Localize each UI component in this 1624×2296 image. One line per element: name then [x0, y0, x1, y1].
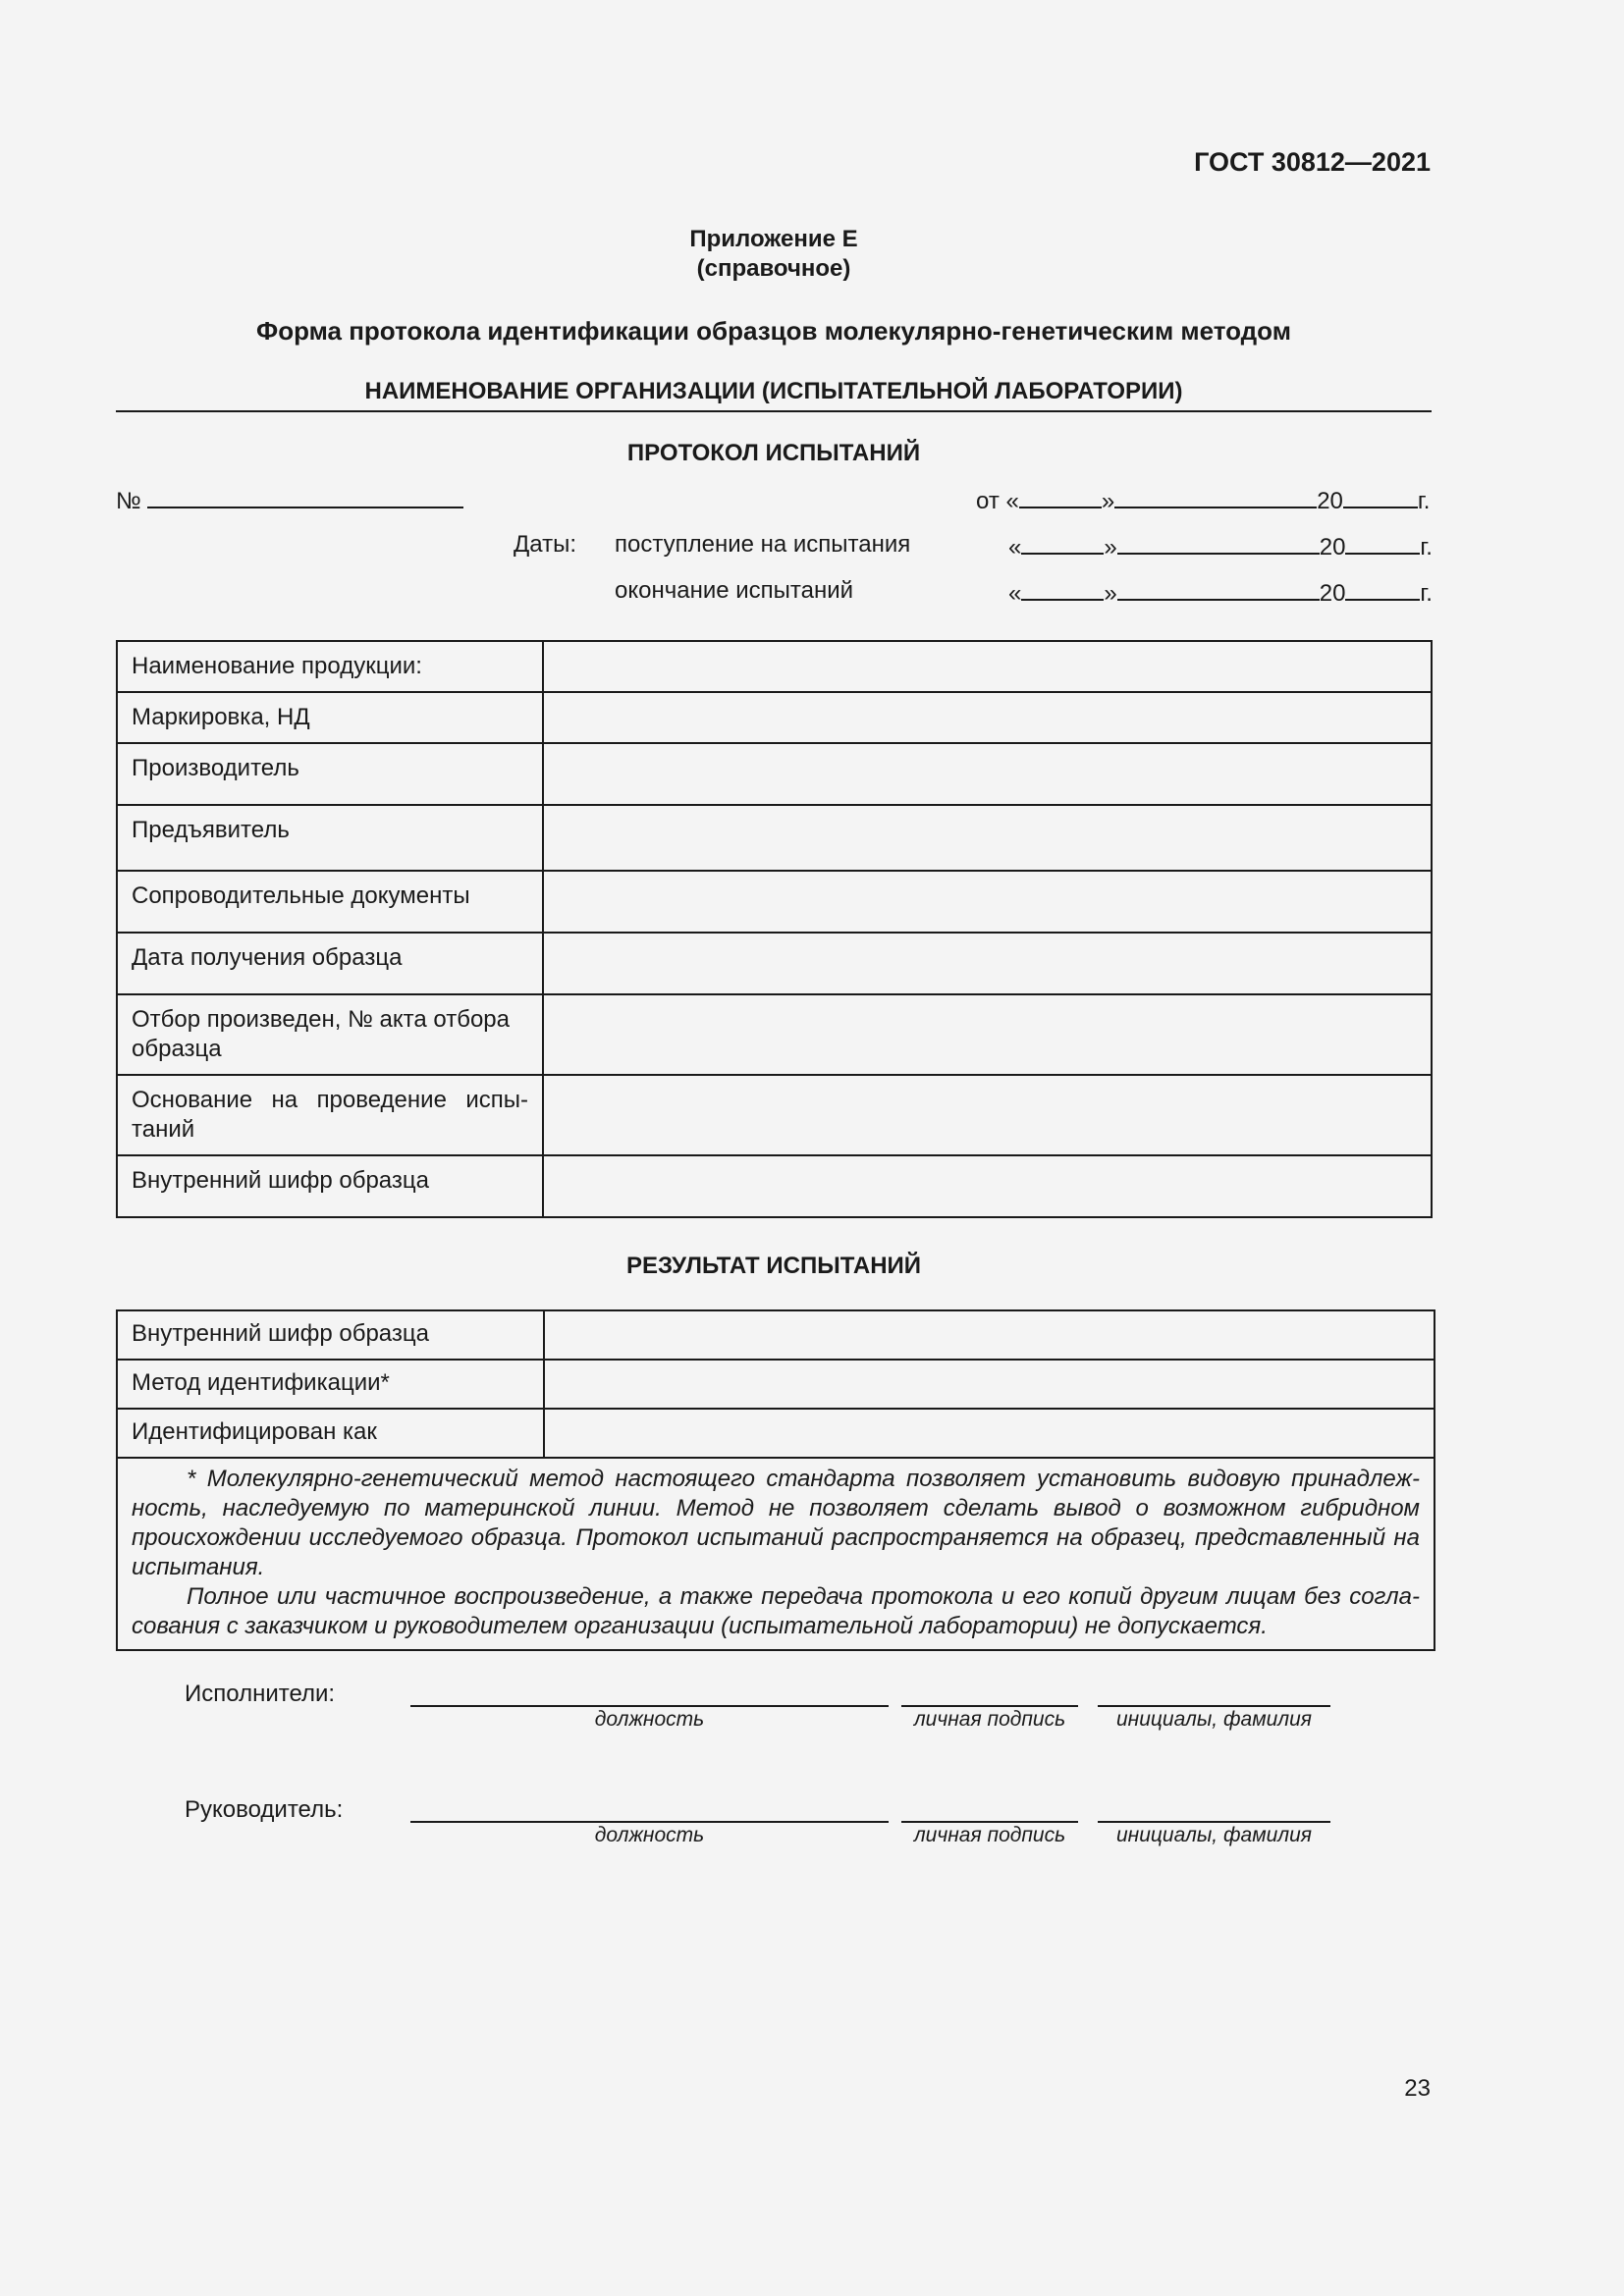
results-note: [117, 1458, 1435, 1650]
table-row: [117, 805, 1432, 871]
year-suffix: г.: [1420, 534, 1433, 561]
row-label: Основание на проведение испы-таний: [117, 1075, 543, 1155]
row-value-field[interactable]: [543, 1075, 1432, 1155]
table-row: [117, 933, 1432, 994]
year-prefix: 20: [1319, 534, 1346, 561]
protocol-year-field[interactable]: [1343, 485, 1418, 508]
row-value-field[interactable]: [543, 933, 1432, 994]
form-title: Форма протокола идентификации образцов молекулярно-генетическим методом: [256, 316, 1291, 346]
appendix-title: Приложение Е: [689, 226, 858, 252]
receipt-year-field[interactable]: [1345, 531, 1420, 555]
row-value-field[interactable]: [543, 641, 1432, 692]
row-value-field[interactable]: [543, 1155, 1432, 1217]
receipt-date-row: [1008, 531, 1433, 561]
page-number: 23: [1404, 2075, 1431, 2102]
receipt-day-field[interactable]: [1021, 531, 1104, 555]
results-table: [116, 1309, 1435, 1651]
note-method: * Молекулярно-генетический метод настоящего стандарта позволяет установить видовую принадлеж-ность, наследуемую по материнской линии. Метод не позволяет сделать вывод о возможном гибридном происхождении исследуемого образца. Протокол испытаний распространяется на образец, представленный на испытания.: [132, 1466, 1420, 1580]
row-label: Идентифицирован как: [117, 1409, 544, 1458]
organization-title: НАИМЕНОВАНИЕ ОРГАНИЗАЦИИ (ИСПЫТАТЕЛЬНОЙ ЛАБОРАТОРИИ): [364, 378, 1183, 404]
table-row: [117, 871, 1432, 933]
row-value-field[interactable]: [543, 871, 1432, 933]
row-value-field[interactable]: [543, 692, 1432, 743]
table-row: [117, 1458, 1435, 1650]
table-row: [117, 1409, 1435, 1458]
table-row: [117, 1155, 1432, 1217]
quote-close: »: [1104, 534, 1117, 561]
row-label: Внутренний шифр образца: [117, 1310, 544, 1360]
signature-caption: личная подпись: [913, 1824, 1066, 1846]
protocol-day-field[interactable]: [1019, 485, 1102, 508]
end-date-row: [1008, 577, 1433, 608]
head-label: Руководитель:: [185, 1796, 344, 1823]
row-value-field[interactable]: [544, 1409, 1435, 1458]
quote-close: »: [1101, 488, 1115, 514]
row-label: Маркировка, НД: [117, 692, 543, 743]
end-month-field[interactable]: [1117, 577, 1320, 601]
row-label: Производитель: [117, 743, 543, 805]
table-row: [117, 743, 1432, 805]
receipt-label: поступление на испытания: [615, 531, 911, 558]
year-prefix: 20: [1319, 580, 1346, 607]
table-row: [117, 994, 1432, 1075]
row-value-field[interactable]: [543, 805, 1432, 871]
row-label: Предъявитель: [117, 805, 543, 871]
organization-rule: [116, 410, 1432, 412]
table-row: [117, 641, 1432, 692]
executor-position-field[interactable]: [410, 1705, 889, 1707]
table-row: [117, 692, 1432, 743]
row-value-field[interactable]: [543, 994, 1432, 1075]
quote-close: »: [1104, 580, 1117, 607]
position-caption: должность: [594, 1708, 705, 1731]
row-value-field[interactable]: [543, 743, 1432, 805]
row-label: Внутренний шифр образца: [117, 1155, 543, 1217]
end-year-field[interactable]: [1345, 577, 1420, 601]
name-caption: инициалы, фамилия: [1115, 1708, 1313, 1731]
results-title: РЕЗУЛЬТАТ ИСПЫТАНИЙ: [625, 1253, 922, 1279]
dates-label: Даты:: [514, 531, 576, 558]
row-label: Наименование продукции:: [117, 641, 543, 692]
sample-info-table: [116, 640, 1433, 1218]
quote-open: «: [1008, 534, 1022, 561]
row-value-field[interactable]: [544, 1310, 1435, 1360]
end-day-field[interactable]: [1021, 577, 1104, 601]
protocol-number-row: [116, 485, 463, 515]
head-position-field[interactable]: [410, 1821, 889, 1823]
protocol-number-field[interactable]: [147, 485, 463, 508]
row-label: Сопроводительные документы: [117, 871, 543, 933]
name-caption: инициалы, фамилия: [1115, 1824, 1313, 1846]
year-suffix: г.: [1420, 580, 1433, 607]
from-label: от «: [976, 488, 1019, 514]
executor-signature-field[interactable]: [901, 1705, 1078, 1707]
executors-label: Исполнители:: [185, 1681, 336, 1707]
protocol-month-field[interactable]: [1114, 485, 1317, 508]
row-label: Метод идентификации*: [117, 1360, 544, 1409]
receipt-month-field[interactable]: [1117, 531, 1320, 555]
row-label: Дата получения образца: [117, 933, 543, 994]
table-row: [117, 1360, 1435, 1409]
table-row: [117, 1075, 1432, 1155]
head-signature-field[interactable]: [901, 1821, 1078, 1823]
end-label: окончание испытаний: [615, 577, 854, 604]
signature-caption: личная подпись: [913, 1708, 1066, 1731]
protocol-title: ПРОТОКОЛ ИСПЫТАНИЙ: [626, 440, 921, 466]
year-suffix: г.: [1417, 488, 1431, 514]
position-caption: должность: [594, 1824, 705, 1846]
table-row: [117, 1310, 1435, 1360]
protocol-date-row: [976, 485, 1430, 515]
number-label: №: [116, 488, 141, 514]
appendix-subtitle: (справочное): [696, 255, 851, 282]
note-reproduction: Полное или частичное воспроизведение, а также передача протокола и его копий другим лицам без согла-сования с заказчиком и руководителем организации (испытательной лаборатории) не допускается.: [132, 1583, 1420, 1639]
head-name-field[interactable]: [1098, 1821, 1330, 1823]
row-label: Отбор произведен, № акта отбора образца: [117, 994, 543, 1075]
year-prefix: 20: [1317, 488, 1343, 514]
quote-open: «: [1008, 580, 1022, 607]
row-value-field[interactable]: [544, 1360, 1435, 1409]
standard-code: ГОСТ 30812—2021: [1194, 147, 1431, 177]
executor-name-field[interactable]: [1098, 1705, 1330, 1707]
